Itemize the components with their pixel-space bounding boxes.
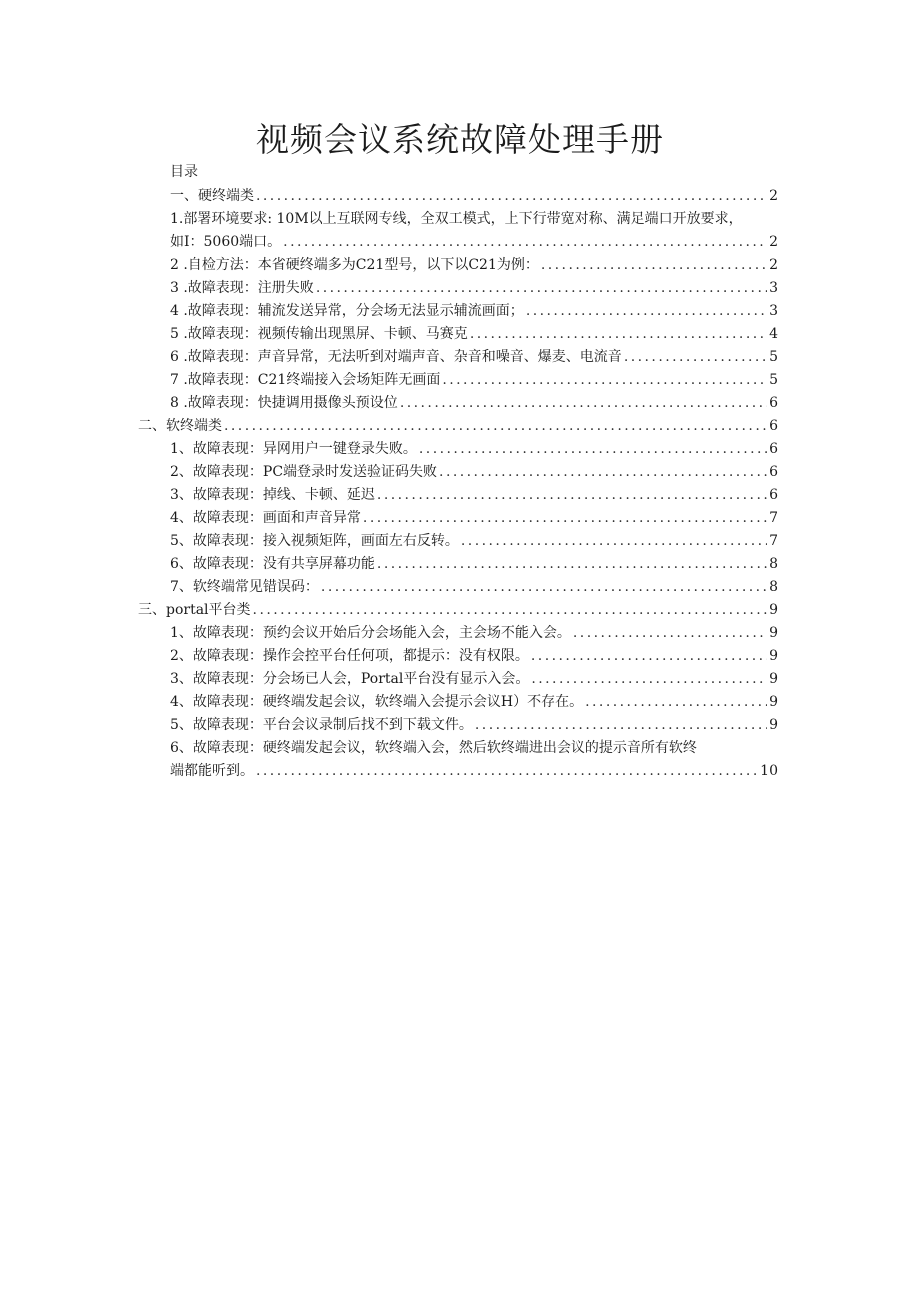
toc-entry-page: 8 [769, 579, 778, 595]
toc-entry-page: 9 [769, 602, 778, 618]
toc-leader-dots [624, 346, 767, 368]
toc-leader-dots [363, 507, 767, 529]
toc-entry-page: 6 [769, 441, 778, 457]
toc-entry-text: 2 .自检方法：本省硬终端多为C21型号，以下以C21为例： [170, 257, 539, 273]
toc-entry-section-3[interactable] [138, 599, 778, 621]
toc-entry-4[interactable] [170, 300, 778, 322]
toc-entry-2-1[interactable] [170, 438, 778, 460]
toc-entry-page: 5 [769, 349, 778, 365]
toc-entry-text: 2、故障表现：PC端登录时发送验证码失败 [170, 464, 438, 480]
toc-entry-text: 5、故障表现：接入视频矩阵，画面左右反转。 [170, 533, 459, 549]
toc-entry-section-1[interactable] [170, 185, 778, 207]
toc-leader-dots [321, 576, 767, 598]
toc-entry-text: 1、故障表现：异网用户一键登录失败。 [170, 441, 417, 457]
toc-leader-dots [573, 622, 767, 644]
toc-entry-text: 6 .故障表现：声音异常，无法听到对端声音、杂音和噪音、爆麦、电流音 [170, 349, 622, 365]
toc-entry-page: 9 [769, 625, 778, 641]
toc-entry-text: 端都能听到。 [170, 763, 254, 779]
toc-entry-3-3[interactable] [170, 668, 778, 690]
toc-leader-dots [377, 484, 767, 506]
toc-leader-dots [256, 185, 767, 207]
toc-entry-page: 9 [769, 671, 778, 687]
toc-entry-3[interactable] [170, 277, 778, 299]
toc-entry-page: 3 [769, 280, 778, 296]
toc-entry-page: 9 [769, 648, 778, 664]
toc-leader-dots [526, 300, 767, 322]
toc-leader-dots [531, 668, 767, 690]
toc-leader-dots [253, 599, 768, 621]
toc-entry-3-6-line2[interactable] [170, 760, 778, 782]
toc-entry-text: 3 .故障表现：注册失败 [170, 280, 314, 296]
toc-leader-dots [283, 231, 767, 253]
toc-entry-page: 2 [769, 234, 778, 250]
toc-entry-text: 1、故障表现：预约会议开始后分会场能入会，主会场不能入会。 [170, 625, 571, 641]
toc-leader-dots [470, 323, 767, 345]
toc-leader-dots [256, 760, 758, 782]
toc-entry-page: 6 [769, 487, 778, 503]
toc-entry-text: 4、故障表现：画面和声音异常 [170, 510, 361, 526]
toc-entry-text: 4、故障表现：硬终端发起会议，软终端入会提示会议H）不存在。 [170, 694, 584, 710]
toc-entry-page: 9 [769, 694, 778, 710]
toc-entry-text: 5、故障表现：平台会议录制后找不到下载文件。 [170, 717, 473, 733]
toc-entry-2-3[interactable] [170, 484, 778, 506]
toc-entry-8[interactable] [170, 392, 778, 414]
toc-entry-text: 如I：5060端口。 [170, 234, 282, 250]
toc-entry-3-2[interactable] [170, 645, 778, 667]
toc-entry-text: 二、软终端类 [138, 418, 222, 434]
toc-entry-page: 2 [769, 257, 778, 273]
toc-entry-text: 3、故障表现：掉线、卡顿、延迟 [170, 487, 375, 503]
toc-entry-1-line1[interactable]: 1.部署环境要求: 10M以上互联网专线，全双工模式，上下行带宽对称、满足端口开放要求， [170, 211, 743, 227]
toc-entry-2[interactable] [170, 254, 778, 276]
toc-entry-3-6-line1[interactable]: 6、故障表现：硬终端发起会议，软终端入会，然后软终端进出会议的提示音所有软终 [170, 740, 697, 756]
toc-leader-dots [400, 392, 767, 414]
toc-leader-dots [531, 645, 767, 667]
toc-leader-dots [442, 369, 767, 391]
toc-entry-text: 7 .故障表现：C21终端接入会场矩阵无画面 [170, 372, 441, 388]
toc-entry-text: 4 .故障表现：辅流发送异常，分会场无法显示辅流画面； [170, 303, 524, 319]
document-title: 视频会议系统故障处理手册 [256, 120, 664, 159]
toc-leader-dots [439, 461, 767, 483]
toc-entry-page: 6 [769, 395, 778, 411]
toc-entry-page: 5 [769, 372, 778, 388]
toc-entry-page: 3 [769, 303, 778, 319]
toc-leader-dots [224, 415, 767, 437]
toc-entry-6[interactable] [170, 346, 778, 368]
toc-leader-dots [461, 530, 767, 552]
toc-entry-2-4[interactable] [170, 507, 778, 529]
toc-leader-dots [316, 277, 767, 299]
toc-entry-section-2[interactable] [138, 415, 778, 437]
toc-entry-3-1[interactable] [170, 622, 778, 644]
toc-entry-2-6[interactable] [170, 553, 778, 575]
toc-leader-dots [475, 714, 767, 736]
toc-entry-page: 9 [769, 717, 778, 733]
toc-entry-7[interactable] [170, 369, 778, 391]
toc-leader-dots [585, 691, 767, 713]
toc-entry-1-line2[interactable] [170, 231, 778, 253]
toc-leader-dots [377, 553, 767, 575]
toc-entry-5[interactable] [170, 323, 778, 345]
toc-entry-text: 2、故障表现：操作会控平台任何项，都提示：没有权限。 [170, 648, 529, 664]
toc-entry-page: 7 [769, 510, 778, 526]
toc-heading: 目录 [170, 164, 198, 180]
toc-entry-2-5[interactable] [170, 530, 778, 552]
toc-entry-page: 6 [769, 418, 778, 434]
toc-leader-dots [419, 438, 767, 460]
toc-entry-page: 8 [769, 556, 778, 572]
toc-entry-page: 6 [769, 464, 778, 480]
toc-entry-text: 6、故障表现：没有共享屏幕功能 [170, 556, 375, 572]
toc-entry-page: 4 [769, 326, 778, 342]
toc-entry-2-2[interactable] [170, 461, 778, 483]
toc-leader-dots [541, 254, 767, 276]
toc-entry-text: 8 .故障表现：快捷调用摄像头预设位 [170, 395, 398, 411]
toc-entry-text: 3、故障表现：分会场已人会，Portal平台没有显示入会。 [170, 671, 530, 687]
toc-entry-text: 一、硬终端类 [170, 188, 254, 204]
toc-entry-page: 10 [760, 763, 778, 779]
toc-entry-text: 三、portal平台类 [138, 602, 251, 618]
toc-entry-3-5[interactable] [170, 714, 778, 736]
toc-entry-3-4[interactable] [170, 691, 778, 713]
toc-entry-page: 7 [769, 533, 778, 549]
toc-entry-text: 5 .故障表现：视频传输出现黑屏、卡顿、马赛克 [170, 326, 468, 342]
toc-entry-text: 7、软终端常见错误码： [170, 579, 319, 595]
toc-entry-page: 2 [769, 188, 778, 204]
toc-entry-2-7[interactable] [170, 576, 778, 598]
